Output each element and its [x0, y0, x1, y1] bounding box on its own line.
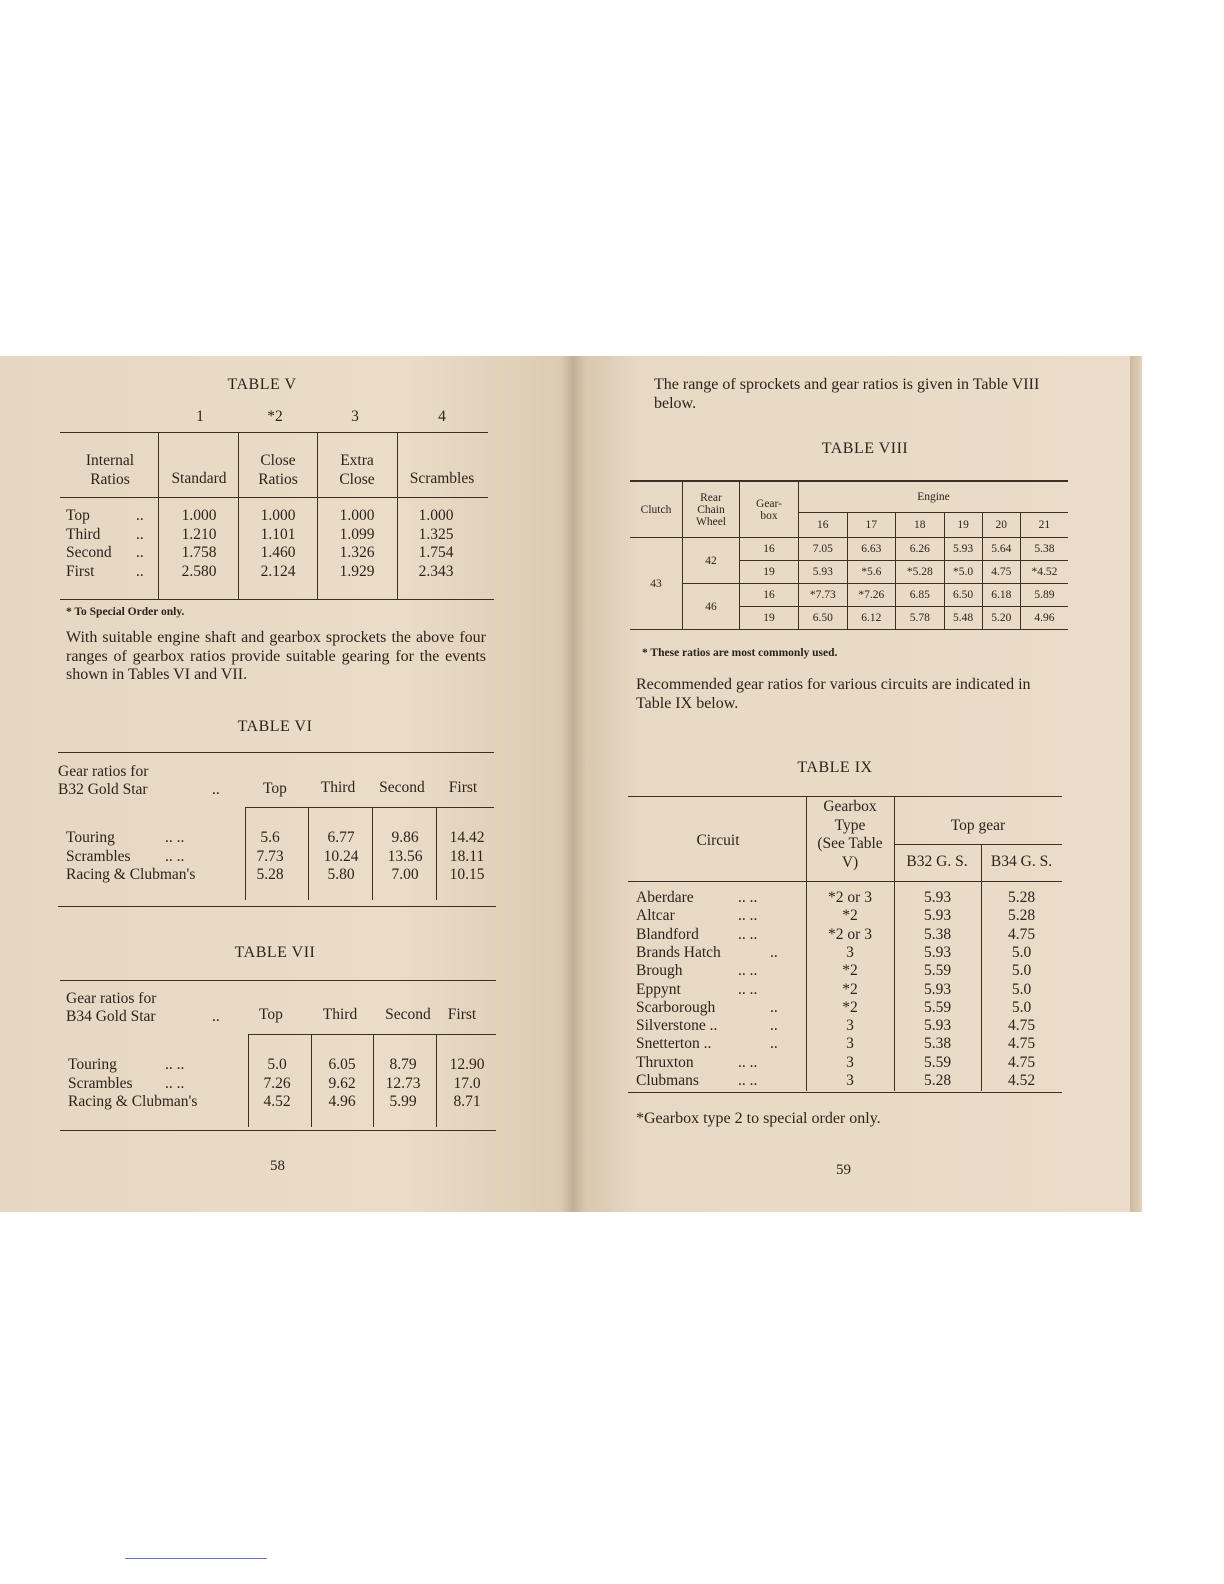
- table8-cell: 5.48: [944, 607, 982, 630]
- table9-b34: 5.0: [1011, 962, 1032, 980]
- table6-cell: 7.73: [256, 847, 284, 865]
- table9-type: *2: [842, 998, 858, 1016]
- table5-cell: 1.000: [181, 507, 217, 524]
- table8: [630, 481, 1068, 630]
- table5-cell: 1.325: [418, 525, 454, 543]
- table7-divider: [436, 1035, 437, 1127]
- table8-cell: 4.96: [1020, 607, 1068, 630]
- table8-clutch: 43: [630, 538, 683, 630]
- table6-row-label: Scrambles: [66, 847, 131, 865]
- table8-engine-size: 21: [1020, 513, 1068, 538]
- table8-rear: 42: [683, 538, 740, 584]
- table8-cell: *4.52: [1020, 561, 1068, 584]
- table9-dots: ..: [770, 943, 778, 961]
- table7-divider: [373, 1035, 374, 1127]
- table6-row-dots: .. ..: [165, 829, 185, 846]
- table9-circuit: Altcar: [636, 907, 675, 925]
- table9-dots: ..: [770, 1017, 778, 1035]
- table9-bottom-rule: [628, 1092, 1062, 1093]
- table7-cell: 5.0: [267, 1056, 287, 1073]
- table9-type: *2: [842, 907, 858, 925]
- table5-divider: [238, 433, 239, 599]
- table6-bottom-rule: [58, 906, 496, 907]
- table7-cell: 4.52: [263, 1093, 291, 1110]
- table8-engine-size: 18: [896, 513, 945, 538]
- table7-header-label: Gear ratios for: [66, 990, 157, 1007]
- table6-header: Second: [379, 779, 425, 796]
- table7-cell: 17.0: [453, 1074, 481, 1092]
- table9-b34: 5.0: [1011, 943, 1032, 961]
- table5-header-standard: Standard: [171, 470, 227, 487]
- table8-cell: 7.05: [799, 538, 848, 561]
- table9-circuit: Silverstone ..: [636, 1017, 718, 1035]
- table6-header-label: B32 Gold Star: [58, 781, 148, 798]
- table9-circuit: Snetterton ..: [636, 1035, 712, 1053]
- table9-b32: 5.93: [923, 943, 952, 961]
- table7-top-rule: [60, 980, 496, 981]
- table7-divider: [248, 1035, 249, 1127]
- table6-cell: 5.80: [327, 866, 355, 883]
- table5-cell: 2.580: [181, 562, 217, 580]
- table6-divider: [436, 808, 437, 900]
- table6-header: Third: [320, 779, 356, 796]
- table5-row-label: Second: [66, 544, 112, 561]
- right-paragraph: Recommended gear ratios for various circuits are indicated in Table IX below.: [636, 676, 1031, 712]
- table8-cell: 6.12: [847, 607, 896, 630]
- table8-cell: 6.50: [799, 607, 848, 630]
- table5-header-internal: Internal Ratios: [85, 452, 135, 488]
- table5-divider: [158, 433, 159, 599]
- table7-cell: 8.71: [453, 1093, 481, 1110]
- table7-cell: 4.96: [328, 1093, 356, 1110]
- table9-b34: 4.75: [1007, 1035, 1036, 1053]
- table5-row-label: First: [66, 562, 95, 580]
- table8-cell: 5.93: [799, 561, 848, 584]
- table9-b32: 5.93: [923, 1017, 952, 1035]
- table8-cell: 6.85: [896, 584, 945, 607]
- table9-footnote: *Gearbox type 2 to special order only.: [636, 1110, 881, 1127]
- table9-header-b32: B32 G. S.: [906, 853, 968, 870]
- table9-circuit: Aberdare: [636, 889, 694, 906]
- table6-header-rule: [245, 807, 494, 808]
- table8-gearbox: 16: [740, 584, 799, 607]
- scan-artifact-line: [125, 1558, 267, 1559]
- table8-cell: 6.26: [896, 538, 945, 561]
- table6-row-label: Racing & Clubman's: [66, 866, 196, 883]
- table8-engine-size: 17: [847, 513, 896, 538]
- table8-cell: *5.28: [896, 561, 945, 584]
- table5-cell: 1.000: [418, 507, 454, 524]
- table6-cell: 10.15: [449, 866, 485, 883]
- left-paragraph: With suitable engine shaft and gearbox sprockets the above four ranges of gearbox ratios provide suitable gearing for the events shown in Tables VI and VII.: [66, 629, 486, 683]
- table9-header-gearbox: Gearbox Type (See Table V): [817, 798, 883, 871]
- table5-top-rule: [60, 432, 488, 433]
- table7-row-label: Scrambles: [68, 1074, 133, 1092]
- table7-cell: 12.90: [449, 1056, 485, 1073]
- table9-header-rule: [628, 881, 1062, 882]
- table8-cell: 4.75: [982, 561, 1020, 584]
- table7-row-dots: .. ..: [165, 1056, 185, 1073]
- table8-cell: *5.0: [944, 561, 982, 584]
- table8-cell: 5.38: [1020, 538, 1068, 561]
- table9-b32: 5.93: [923, 907, 952, 925]
- table7-header-dots: ..: [212, 1008, 220, 1025]
- table7-cell: 6.05: [328, 1056, 356, 1073]
- table9-circuit: Brough: [636, 962, 683, 980]
- table9-header-topgear: Top gear: [950, 817, 1006, 834]
- table8-rear: 46: [683, 584, 740, 630]
- table5-row-dots: ..: [136, 525, 144, 543]
- table8-cell: 6.18: [982, 584, 1020, 607]
- table7-header: Top: [259, 1006, 283, 1023]
- table7-header-label: B34 Gold Star: [66, 1008, 156, 1025]
- table5-cell: 2.124: [260, 562, 296, 580]
- table5-cell: 1.101: [260, 525, 296, 543]
- table8-title: TABLE VIII: [821, 440, 909, 457]
- table5-header-extra: Extra Close: [339, 452, 375, 488]
- page-number-left: 58: [270, 1158, 285, 1174]
- table9-type: 3: [846, 1017, 854, 1035]
- table9-b32: 5.38: [923, 1035, 952, 1053]
- table5-colnum: 1: [196, 408, 204, 425]
- right-intro: The range of sprockets and gear ratios is given in Table VIII below.: [654, 376, 1040, 412]
- table7-cell: 9.62: [328, 1074, 356, 1092]
- table9-top-rule: [628, 796, 1062, 797]
- table5-row-label: Third: [66, 525, 101, 543]
- table6-cell: 10.24: [323, 847, 359, 865]
- table5-header-close: Close Ratios: [258, 452, 298, 488]
- table5-footnote: * To Special Order only.: [66, 606, 185, 618]
- table8-cell: 6.63: [847, 538, 896, 561]
- table9-b34: 4.75: [1007, 1017, 1036, 1035]
- table9-dots: .. ..: [738, 907, 758, 925]
- table7-title: TABLE VII: [234, 944, 316, 961]
- table5-colnum: 3: [351, 408, 359, 425]
- table5-header-rule: [60, 497, 488, 498]
- table7-row-label: Touring: [68, 1056, 117, 1073]
- table8-cell: 5.93: [944, 538, 982, 561]
- table6-cell: 5.28: [256, 866, 284, 883]
- table5-cell: 1.754: [418, 544, 454, 561]
- table9-topgear-rule: [894, 844, 1062, 845]
- table6-title: TABLE VI: [237, 718, 313, 735]
- table5-row-dots: ..: [136, 507, 144, 524]
- table9-dots: .. ..: [738, 1053, 758, 1071]
- table9-type: *2 or 3: [828, 889, 872, 906]
- table9-dots: .. ..: [738, 925, 758, 943]
- table9-circuit: Scarborough: [636, 998, 716, 1016]
- table9-dots: ..: [770, 1035, 778, 1053]
- table6-row-label: Touring: [66, 829, 115, 846]
- table8-header-rear: Rear Chain Wheel: [683, 482, 740, 538]
- table6-row-dots: .. ..: [165, 847, 185, 865]
- table6-top-rule: [58, 752, 494, 753]
- table5-title: TABLE V: [227, 376, 297, 393]
- table5-colnum: *2: [267, 408, 283, 425]
- table8-cell: 5.89: [1020, 584, 1068, 607]
- table9-b34: 5.28: [1007, 889, 1036, 906]
- table6-header: First: [448, 779, 478, 796]
- table7-row-label: Racing & Clubman's: [68, 1093, 198, 1110]
- table8-engine-size: 16: [799, 513, 848, 538]
- table9-type: 3: [846, 943, 854, 961]
- table9-b32: 5.93: [923, 889, 952, 906]
- table5-cell: 1.000: [339, 507, 375, 524]
- table9-circuit: Thruxton: [636, 1053, 694, 1071]
- table8-gearbox: 19: [740, 561, 799, 584]
- table8-cell: 5.20: [982, 607, 1020, 630]
- table6-divider: [308, 808, 309, 900]
- table8-gearbox: 19: [740, 607, 799, 630]
- table6-header-dots: ..: [212, 781, 220, 798]
- table8-header-clutch: Clutch: [630, 482, 683, 538]
- table6-cell: 7.00: [391, 866, 419, 883]
- table6-cell: 6.77: [327, 829, 355, 846]
- table9-circuit: Eppynt: [636, 980, 681, 998]
- table6-header-label: Gear ratios for: [58, 763, 149, 780]
- table8-cell: *7.26: [847, 584, 896, 607]
- table9-header-b34: B34 G. S.: [990, 853, 1053, 870]
- table6-divider: [372, 808, 373, 900]
- table9-b34: 4.75: [1007, 925, 1036, 943]
- table9-b32: 5.38: [923, 925, 952, 943]
- table9-circuit: Clubmans: [636, 1072, 699, 1089]
- table8-cell: 5.78: [896, 607, 945, 630]
- table5-row-dots: ..: [136, 562, 144, 580]
- table9-b32: 5.59: [923, 1053, 952, 1071]
- table5-bottom-rule: [60, 599, 494, 600]
- table6-cell: 5.6: [260, 829, 280, 846]
- table9-b34: 5.28: [1007, 907, 1036, 925]
- table9-dots: .. ..: [738, 962, 758, 980]
- table5-colnum: 4: [438, 408, 446, 425]
- table8-cell: 6.50: [944, 584, 982, 607]
- table8-engine-size: 20: [982, 513, 1020, 538]
- table9-b34: 4.52: [1007, 1072, 1036, 1089]
- table5-cell: 1.758: [181, 544, 217, 561]
- table5-row-label: Top: [66, 507, 90, 524]
- table8-cell: *7.73: [799, 584, 848, 607]
- table9-b34: 5.0: [1011, 980, 1032, 998]
- table9-b34: 4.75: [1007, 1053, 1036, 1071]
- table5-cell: 1.326: [339, 544, 375, 561]
- table7-header: Second: [385, 1006, 431, 1023]
- table5-cell: 1.210: [181, 525, 217, 543]
- table9-type: 3: [846, 1072, 854, 1089]
- table6-cell: 14.42: [449, 829, 485, 846]
- table6-cell: 9.86: [391, 829, 419, 846]
- table9-type: 3: [846, 1053, 854, 1071]
- table6-cell: 13.56: [387, 847, 423, 865]
- table7-cell: 8.79: [389, 1056, 417, 1073]
- right-page-edge: [1130, 356, 1142, 1212]
- table8-header-gearbox: Gear- box: [740, 482, 799, 538]
- table7-row-dots: .. ..: [165, 1074, 185, 1092]
- book-fold: [560, 356, 586, 1212]
- table9-title: TABLE IX: [797, 759, 873, 776]
- table5-cell: 1.460: [260, 544, 296, 561]
- table9-type: *2: [842, 962, 858, 980]
- table7-cell: 7.26: [263, 1074, 291, 1092]
- table8-footnote: * These ratios are most commonly used.: [642, 647, 838, 659]
- table9-b32: 5.93: [923, 980, 952, 998]
- table7-header: First: [447, 1006, 477, 1023]
- table5-cell: 1.099: [339, 525, 375, 543]
- table7-header: Third: [322, 1006, 358, 1023]
- table8-header-engine: Engine: [799, 482, 1069, 513]
- table8-engine-size: 19: [944, 513, 982, 538]
- table6-header: Top: [263, 780, 287, 797]
- table9-type: *2: [842, 980, 858, 998]
- table5-cell: 1.929: [339, 562, 375, 580]
- table9-header-circuit: Circuit: [696, 832, 740, 849]
- table7-bottom-rule: [60, 1130, 496, 1131]
- table6-cell: 18.11: [449, 847, 485, 865]
- table9-b32: 5.28: [923, 1072, 952, 1089]
- table9-dots: .. ..: [738, 889, 758, 906]
- table9-circuit: Blandford: [636, 925, 699, 943]
- table5-cell: 2.343: [418, 562, 454, 580]
- table9-b32: 5.59: [923, 962, 952, 980]
- table8-cell: 5.64: [982, 538, 1020, 561]
- page-number-right: 59: [836, 1162, 851, 1178]
- table7-cell: 5.99: [389, 1093, 417, 1110]
- table9-type: *2 or 3: [828, 925, 872, 943]
- table9-circuit: Brands Hatch: [636, 943, 721, 961]
- table9-b32: 5.59: [923, 998, 952, 1016]
- table7-cell: 12.73: [385, 1074, 421, 1092]
- table8-cell: *5.6: [847, 561, 896, 584]
- table8-gearbox: 16: [740, 538, 799, 561]
- table5-cell: 1.000: [260, 507, 296, 524]
- table9-b34: 5.0: [1011, 998, 1032, 1016]
- table9-type: 3: [846, 1035, 854, 1053]
- table5-row-dots: ..: [136, 544, 144, 561]
- table7-divider: [311, 1035, 312, 1127]
- table9-dots: .. ..: [738, 980, 758, 998]
- table7-header-rule: [248, 1034, 496, 1035]
- table9-dots: .. ..: [738, 1072, 758, 1089]
- table9-dots: ..: [770, 998, 778, 1016]
- table5-header-scrambles: Scrambles: [409, 470, 475, 487]
